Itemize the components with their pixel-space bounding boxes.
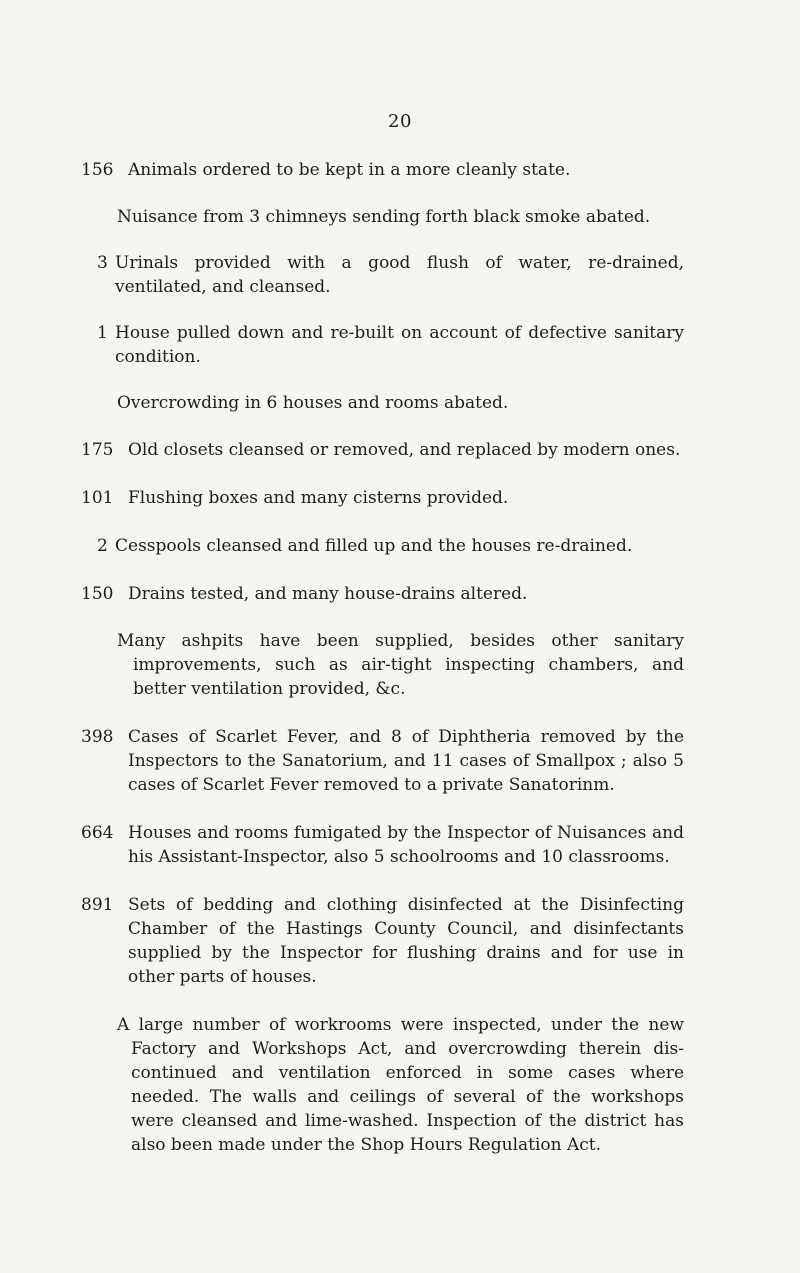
entry-count: 891: [81, 895, 114, 915]
list-item: [0, 629, 800, 701]
entry-count: 101: [81, 488, 114, 508]
entry-count: 150: [81, 584, 114, 604]
entry-count: 2: [97, 536, 108, 556]
entry-text: Cesspools cleansed and filled up and the houses re-drained.: [115, 536, 633, 556]
list-item: [0, 582, 800, 606]
entry-count: 398: [81, 727, 114, 747]
entry-text: Nuisance from 3 chimneys sending forth black smoke abated.: [117, 207, 651, 227]
list-item: [0, 725, 800, 797]
entry-text: Animals ordered to be kept in a more cleanly state.: [128, 160, 571, 180]
entry-text: Cases of Scarlet Fever, and 8 of Diphtheria removed by the Inspectors to the Sanatorium, and 11 cases of Smallpox ; also 5 cases of Scarlet Fever removed to a private Sanatorinm.: [128, 727, 684, 795]
list-item: [0, 391, 800, 415]
list-item: [0, 438, 800, 462]
list-item: [0, 205, 800, 229]
list-item: [0, 821, 800, 869]
list-item: [0, 321, 800, 369]
entry-text: Overcrowding in 6 houses and rooms abated.: [117, 393, 509, 413]
entry-text: Old closets cleansed or removed, and replaced by modern ones.: [128, 440, 681, 460]
entry-count: 664: [81, 823, 114, 843]
page-number: 20: [388, 111, 412, 132]
entry-text: Houses and rooms fumigated by the Inspector of Nuisances and his Assistant-Inspector, also 5 schoolrooms and 10 classrooms.: [128, 823, 684, 867]
entry-count: 156: [81, 160, 114, 180]
list-item: [0, 486, 800, 510]
entry-text: Flushing boxes and many cisterns provided.: [128, 488, 509, 508]
entry-count: 175: [81, 440, 114, 460]
list-item: [0, 534, 800, 558]
entry-text: Many ashpits have been supplied, besides other sanitary improvements, such as air-tight inspecting chambers, and better ventilation provided, &c.: [117, 631, 684, 699]
entry-count: 3: [97, 253, 108, 273]
list-item: [0, 893, 800, 989]
list-item: [0, 158, 800, 182]
entry-text: A large number of workrooms were inspected, under the new Factory and Workshops Act, and overcrowding therein dis-continued and ventilation enforced in some cases where needed. The walls and ceilings of several of the workshops were cleansed and lime-washed. Inspection of the district has also been made under the Shop Hours Regulation Act.: [117, 1015, 684, 1155]
entry-count: 1: [97, 323, 108, 343]
entry-text: House pulled down and re-built on account of defective sanitary condition.: [115, 323, 684, 367]
entry-text: Drains tested, and many house-drains altered.: [128, 584, 528, 604]
entry-text: Sets of bedding and clothing disinfected at the Disinfecting Chamber of the Hastings County Council, and disinfectants supplied by the Inspector for flushing drains and for use in other parts of houses.: [128, 895, 684, 987]
report-entries: [0, 158, 800, 1157]
entry-text: Urinals provided with a good flush of water, re-drained, ventilated, and cleansed.: [115, 253, 684, 297]
list-item: [0, 251, 800, 299]
list-item: [0, 1013, 800, 1157]
